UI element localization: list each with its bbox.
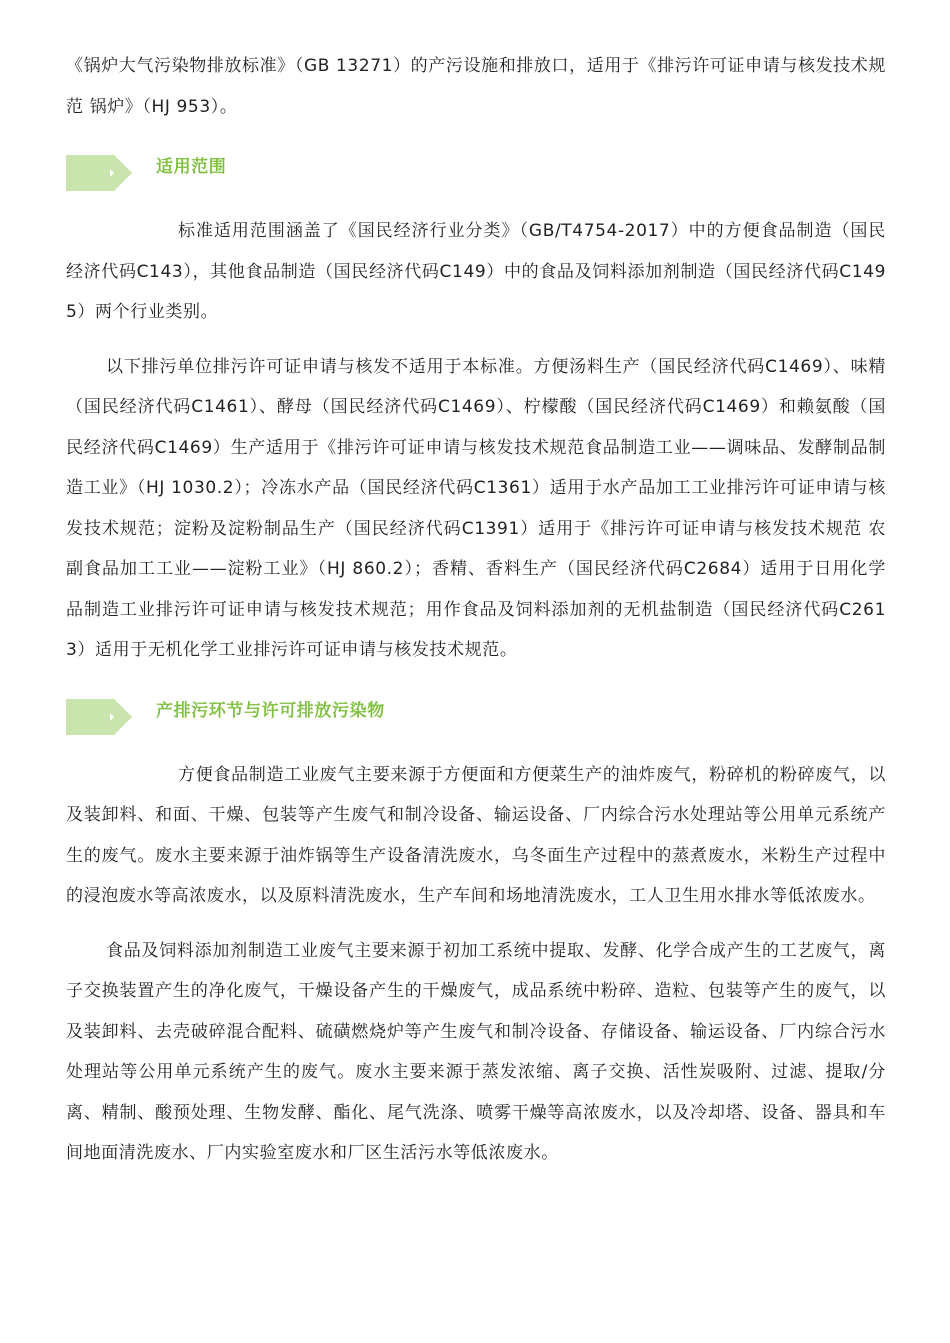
- green-chevron-icon: [66, 153, 134, 193]
- section-title: 适用范围: [156, 157, 227, 177]
- scope-paragraph-2: 以下排污单位排污许可证申请与核发不适用于本标准。方便汤料生产（国民经济代码C1469）、味精（国民经济代码C1461）、酵母（国民经济代码C1469）、柠檬酸（国民经济代码C1469）和赖氨酸（国民经济代码C1469）生产适用于《排污许可证申请与核发技术规范食品制造工业——调味品、发酵制品制造工业》（HJ 1030.2）；冷冻水产品（国民经济代码C1361）适用于水产品加工工业排污许可证申请与核发技术规范；淀粉及淀粉制品生产（国民经济代码C1391）适用于《排污许可证申请与核发技术规范 农副食品加工工业——淀粉工业》（HJ 860.2）；香精、香料生产（国民经济代码C2684）适用于日用化学品制造工业排污许可证申请与核发技术规范；用作食品及饲料添加剂的无机盐制造（国民经济代码C2613）适用于无机化学工业排污许可证申请与核发技术规范。: [66, 356, 886, 660]
- scope-paragraph-1: 标准适用范围涵盖了《国民经济行业分类》（GB/T4754-2017）中的方便食品制造（国民经济代码C143），其他食品制造（国民经济代码C149）中的食品及饲料添加剂制造（国民经济代码C1495）两个行业类别。: [66, 221, 886, 322]
- pollution-paragraph-1: 方便食品制造工业废气主要来源于方便面和方便菜生产的油炸废气，粉碎机的粉碎废气，以及装卸料、和面、干燥、包装等产生废气和制冷设备、输运设备、厂内综合污水处理站等公用单元系统产生的废气。废水主要来源于油炸锅等生产设备清洗废水，乌冬面生产过程中的蒸煮废水，米粉生产过程中的浸泡废水等高浓废水，以及原料清洗废水，生产车间和场地清洗废水，工人卫生用水排水等低浓废水。: [66, 764, 886, 906]
- section-title: 产排污环节与许可排放污染物: [156, 700, 385, 721]
- pollution-paragraph-2: 食品及饲料添加剂制造工业废气主要来源于初加工系统中提取、发酵、化学合成产生的工艺废气，离子交换装置产生的净化废气，干燥设备产生的干燥废气，成品系统中粉碎、造粒、包装等产生的废气，以及装卸料、去壳破碎混合配料、硫磺燃烧炉等产生废气和制冷设备、存储设备、输运设备、厂内综合污水处理站等公用单元系统产生的废气。废水主要来源于蒸发浓缩、离子交换、活性炭吸附、过滤、提取/分离、精制、酸预处理、生物发酵、酯化、尾气洗涤、喷雾干燥等高浓废水，以及冷却塔、设备、器具和车间地面清洗废水、厂内实验室废水和厂区生活污水等低浓废水。: [66, 940, 886, 1163]
- green-chevron-icon: [66, 697, 134, 737]
- section-heading-scope: [66, 147, 886, 199]
- intro-paragraph: 《锅炉大气污染物排放标准》（GB 13271）的产污设施和排放口，适用于《排污许可证申请与核发技术规范 锅炉》（HJ 953）。: [66, 56, 886, 117]
- section-heading-pollution: [66, 691, 886, 743]
- document-page: [66, 46, 886, 1174]
